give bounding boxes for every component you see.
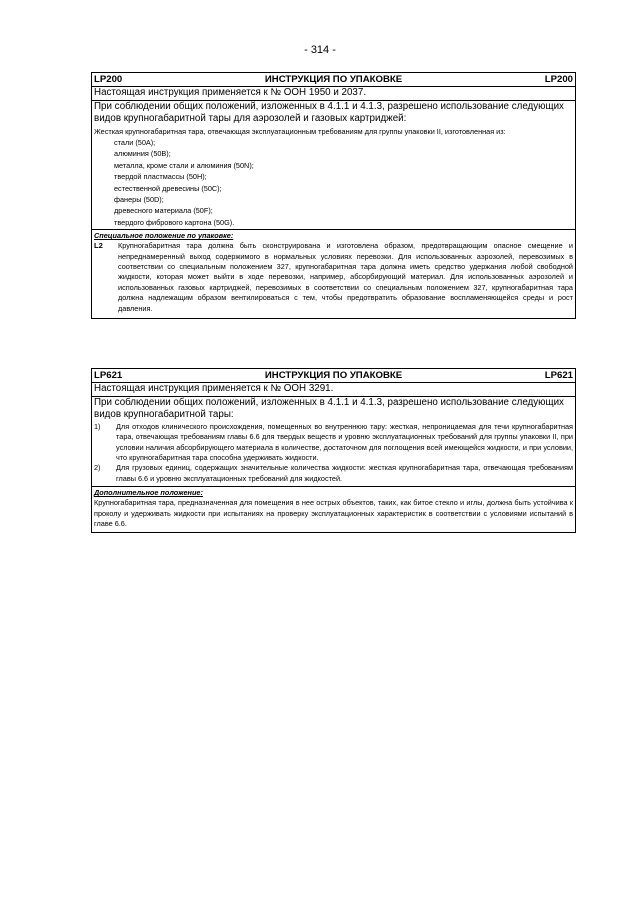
item-text: Для отходов клинического происхождения, помещенных во внутреннюю тару: жесткая, непроницаемая для течи крупногабаритная тара, отвечающая требованиям главы 6.6 для твердых веществ и уровню эксплуатационных требований для группы упаковки II, при условии наличия абсорбирующего материала в количестве, достаточном для поглощения всей имеющейся жидкости, и при условии, что крупногабаритная тара способна удерживать жидкости. [116,421,573,462]
page-number: - 314 - [304,44,336,56]
lp621-item-1 [92,422,575,464]
lp200-special-label: Специальное положение по упаковке: [94,231,234,241]
lp621-additional-text: Крупногабаритная тара, предназначенная для помещения в нее острых объектов, таких, как битое стекло и иглы, должна быть устойчива к проколу и удерживать жидкости при испытаниях на проверку эксплуатационных характеристик в соответствии с условиями испытаний в главе 6.6. [94,498,573,529]
list-item: металла, кроме стали и алюминия (50N); [114,160,254,170]
list-item: фанеры (50D); [114,194,164,204]
list-item: твердого фибрового картона (50G). [114,217,235,227]
lp621-additional-section [92,487,575,532]
list-item: твердой пластмассы (50H); [114,172,207,182]
lp200-title: ИНСТРУКЦИЯ ПО УПАКОВКЕ [264,74,403,85]
lp621-applies: Настоящая инструкция применяется к № ООН 3291. [92,383,575,397]
lp621-item-2 [92,463,575,484]
item-text: Для грузовых единиц, содержащих значительные количества жидкости: жесткая крупногабаритная тара, отвечающая требованиям главы 6.6 и уровню эксплуатационных требований для жидкостей. [116,463,573,483]
lp200-special-section [92,230,575,318]
provision-id: L2 [94,241,103,251]
list-item: древесного материала (50F); [114,206,213,216]
lp621-general: При соблюдении общих положений, изложенных в 4.1.1 и 4.1.3, разрешено использование следующих видов крупногабаритной тары: [94,396,564,421]
lp200-materials-list [92,137,575,229]
item-number: 2) [94,463,101,473]
lp200-header [92,73,575,87]
lp200-general: При соблюдении общих положений, изложенных в 4.1.1 и 4.1.3, разрешено использование следующих видов крупногабаритной тары для аэрозолей и газовых картриджей: [94,100,564,125]
lp621-code-right: LP621 [544,370,573,381]
lp200-code-left: LP200 [94,74,123,85]
lp621-code-left: LP621 [94,370,123,381]
lp200-code-right: LP200 [544,74,573,85]
lp200-applies: Настоящая инструкция применяется к № ООН 1950 и 2037. [92,87,575,101]
lp200-rigid-intro: Жесткая крупногабаритная тара, отвечающая эксплуатационным требованиям для группы упаковки II, изготовленная из: [94,126,506,136]
lp621-header [92,369,575,383]
list-item: естественной древесины (50C); [114,183,222,193]
lp200-provision-l2 [92,241,575,318]
item-number: 1) [94,421,101,431]
lp621-title: ИНСТРУКЦИЯ ПО УПАКОВКЕ [264,370,403,381]
lp200-table [91,72,576,319]
lp621-table [91,368,576,533]
provision-text: Крупногабаритная тара должна быть сконструирована и изготовлена образом, предотвращающим опасное смещение и непреднамеренный выход содержимого в нормальных условиях перевозки. Для использованных аэрозолей, перевозимых в соответствии со специальным положением 327, крупногабаритная тара должна иметь средство удержания любой свободной жидкости, которая может выйти в ходе перевозки, например, абсорбирующий материал. Для использованных аэрозолей и использованных газовых картриджей, перевозимых в соответствии со специальным положением 327, крупногабаритная тара должна надлежащим образом вентилироваться с тем, чтобы предотвратить образование воспламеняющейся среды и рост давления. [118,241,573,313]
list-item: стали (50A); [114,137,156,147]
lp200-body [92,101,575,231]
lp621-body [92,397,575,488]
lp621-additional-label: Дополнительное положение: [94,488,203,498]
list-item: алюминия (50B); [114,149,171,159]
